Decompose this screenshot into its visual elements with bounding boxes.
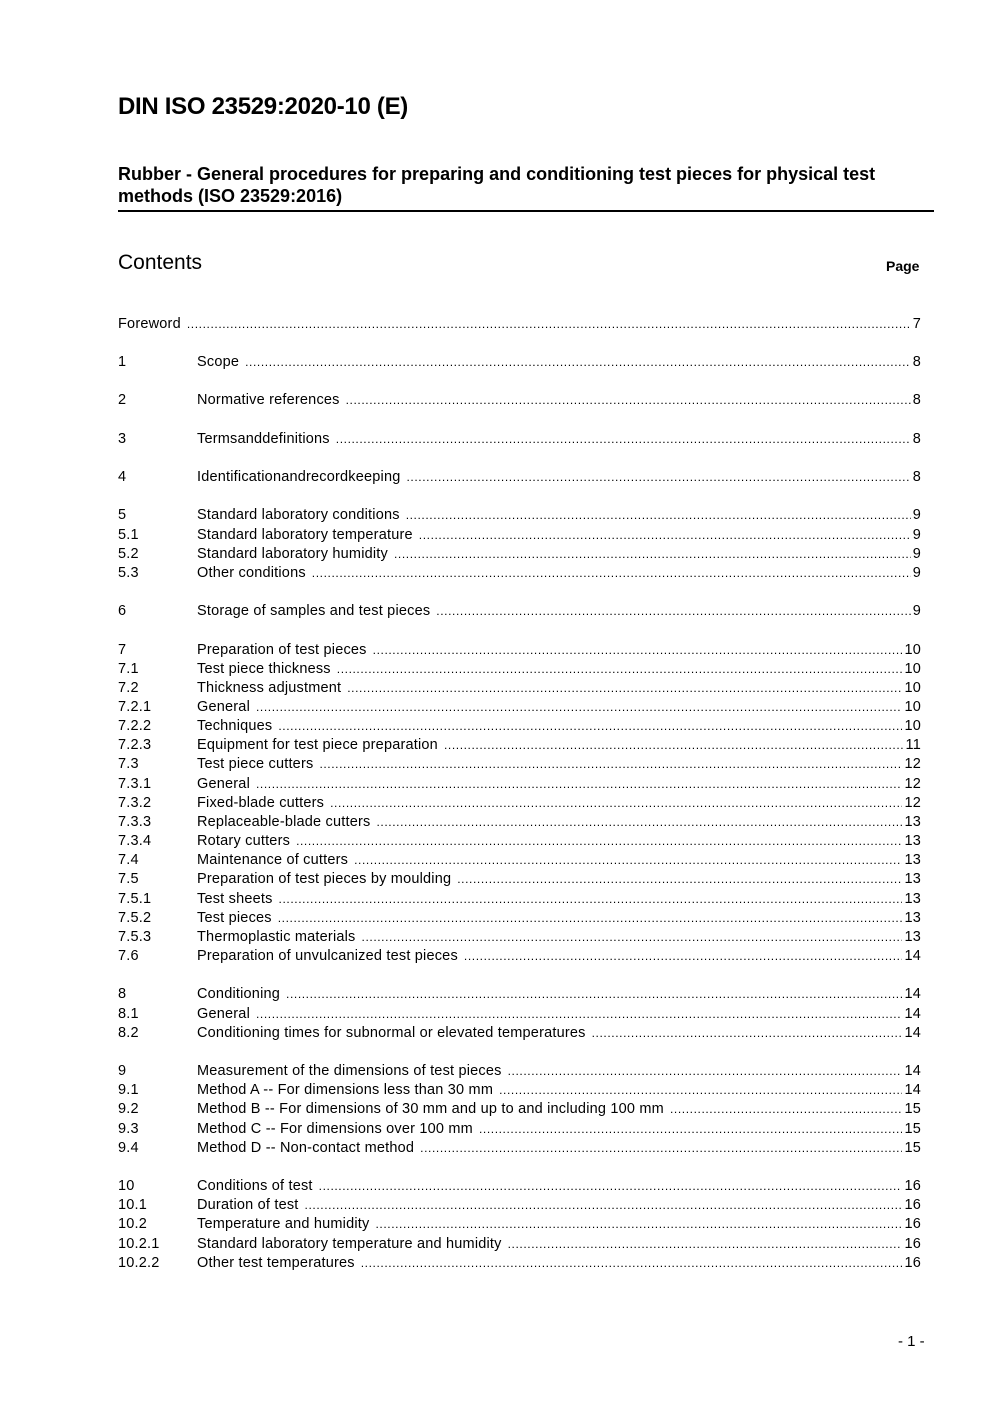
toc-entry-title: Method B -- For dimensions of 30 mm and up to and including 100 mm — [197, 1101, 664, 1117]
toc-entry-title: Standard laboratory temperature — [197, 527, 413, 543]
toc-entry-number: 2 — [118, 392, 127, 408]
toc-entry[interactable] — [118, 603, 921, 622]
toc-entry-page: 13 — [904, 910, 921, 926]
toc-dot-leader — [279, 892, 903, 906]
toc-entry[interactable] — [118, 680, 921, 699]
toc-entry-number: 7.3.1 — [118, 776, 152, 792]
toc-entry[interactable] — [118, 871, 921, 890]
toc-entry-title: Test piece thickness — [197, 661, 331, 677]
toc-entry[interactable] — [118, 354, 921, 373]
toc-dot-leader — [499, 1083, 902, 1097]
toc-dot-leader — [286, 987, 902, 1001]
toc-dot-leader — [376, 815, 902, 829]
toc-entry[interactable] — [118, 1063, 921, 1082]
toc-dot-leader — [256, 1007, 902, 1021]
toc-entry-title: General — [197, 1006, 250, 1022]
toc-entry-number: 5 — [118, 507, 127, 523]
toc-entry-title: Method A -- For dimensions less than 30 mm — [197, 1082, 494, 1098]
toc-dot-leader — [420, 1141, 902, 1155]
toc-entry-page: 16 — [904, 1216, 921, 1232]
toc-entry[interactable] — [118, 316, 921, 335]
toc-entry[interactable] — [118, 1101, 921, 1120]
toc-entry-number: 8.1 — [118, 1006, 139, 1022]
toc-entry-number: 7.3.4 — [118, 833, 152, 849]
toc-entry-title: General — [197, 699, 250, 715]
toc-entry-number: 9.2 — [118, 1101, 139, 1117]
toc-entry-number: 7.3.3 — [118, 814, 152, 830]
toc-entry-number: 7.2.3 — [118, 737, 152, 753]
toc-dot-leader — [346, 393, 911, 407]
toc-entry[interactable] — [118, 1121, 921, 1140]
toc-entry-page: 12 — [904, 776, 921, 792]
toc-entry-page: 12 — [904, 795, 921, 811]
toc-dot-leader — [312, 566, 911, 580]
toc-entry-number: 8.2 — [118, 1025, 139, 1041]
toc-entry-number: 7 — [118, 642, 127, 658]
toc-dot-leader — [319, 1179, 903, 1193]
contents-heading: Contents — [118, 251, 203, 274]
toc-entry-title: Foreword — [118, 316, 181, 332]
toc-entry-title: Preparation of test pieces — [197, 642, 367, 658]
toc-entry[interactable] — [118, 910, 921, 929]
toc-entry-number: 1 — [118, 354, 127, 370]
toc-dot-leader — [479, 1122, 903, 1136]
toc-entry[interactable] — [118, 776, 921, 795]
page-number: - 1 - — [898, 1333, 925, 1350]
toc-entry-number: 7.2.1 — [118, 699, 152, 715]
toc-entry[interactable] — [118, 546, 921, 565]
toc-entry-title: Test sheets — [197, 891, 273, 907]
toc-dot-leader — [373, 643, 903, 657]
toc-entry-title: Measurement of the dimensions of test pieces — [197, 1063, 502, 1079]
toc-dot-leader — [406, 508, 911, 522]
toc-entry-page: 13 — [904, 929, 921, 945]
toc-entry[interactable] — [118, 1255, 921, 1274]
toc-entry-title: Standard laboratory conditions — [197, 507, 400, 523]
toc-entry-page: 10 — [904, 718, 921, 734]
toc-entry[interactable] — [118, 699, 921, 718]
toc-entry[interactable] — [118, 431, 921, 450]
toc-entry-title: General — [197, 776, 250, 792]
toc-entry-number: 3 — [118, 431, 127, 447]
toc-entry-page: 15 — [904, 1140, 921, 1156]
toc-entry-page: 13 — [904, 871, 921, 887]
toc-entry[interactable] — [118, 661, 921, 680]
toc-entry[interactable] — [118, 1197, 921, 1216]
title-divider — [118, 210, 934, 212]
toc-entry-page: 13 — [904, 814, 921, 830]
toc-entry[interactable] — [118, 814, 921, 833]
toc-entry[interactable] — [118, 795, 921, 814]
toc-entry[interactable] — [118, 833, 921, 852]
toc-entry-page: 16 — [904, 1255, 921, 1271]
toc-dot-leader — [278, 719, 902, 733]
toc-entry-number: 10.2 — [118, 1216, 148, 1232]
toc-entry-page: 14 — [904, 1006, 921, 1022]
toc-entry[interactable] — [118, 891, 921, 910]
toc-entry-page: 9 — [912, 546, 921, 562]
toc-entry-title: Preparation of unvulcanized test pieces — [197, 948, 458, 964]
toc-dot-leader — [375, 1217, 902, 1231]
toc-entry[interactable] — [118, 737, 921, 756]
toc-entry-page: 14 — [904, 1082, 921, 1098]
toc-entry-number: 7.3 — [118, 756, 139, 772]
document-title: Rubber - General procedures for preparing and conditioning test pieces for physical test methods (ISO 23529:2016) — [118, 164, 876, 206]
toc-entry-page: 13 — [904, 833, 921, 849]
toc-entry-number: 10.2.2 — [118, 1255, 160, 1271]
toc-entry-number: 7.2 — [118, 680, 139, 696]
toc-entry-title: Conditioning — [197, 986, 281, 1002]
toc-entry[interactable] — [118, 469, 921, 488]
toc-dot-leader — [347, 681, 902, 695]
toc-entry-page: 16 — [904, 1197, 921, 1213]
toc-entry-number: 4 — [118, 469, 127, 485]
toc-dot-leader — [330, 796, 902, 810]
toc-entry-page: 13 — [904, 891, 921, 907]
toc-entry-page: 9 — [912, 565, 921, 581]
toc-dot-leader — [354, 853, 902, 867]
toc-entry-page: 8 — [912, 392, 921, 408]
toc-entry-title: Storage of samples and test pieces — [197, 603, 431, 619]
toc-entry-title: Test pieces — [197, 910, 272, 926]
toc-entry-title: Maintenance of cutters — [197, 852, 349, 868]
toc-entry-title: Duration of test — [197, 1197, 299, 1213]
toc-entry-title: Method D -- Non-contact method — [197, 1140, 415, 1156]
toc-entry-title: Techniques — [197, 718, 273, 734]
toc-entry-title: Equipment for test piece preparation — [197, 737, 438, 753]
toc-dot-leader — [444, 738, 904, 752]
toc-entry-page: 11 — [905, 737, 921, 753]
toc-entry-page: 12 — [904, 756, 921, 772]
toc-dot-leader — [256, 700, 902, 714]
toc-entry[interactable] — [118, 1236, 921, 1255]
toc-entry-title: Conditioning times for subnormal or elevated temperatures — [197, 1025, 586, 1041]
toc-entry[interactable] — [118, 1178, 921, 1197]
toc-entry[interactable] — [118, 1140, 921, 1159]
toc-entry-page: 14 — [904, 1025, 921, 1041]
toc-entry-number: 5.1 — [118, 527, 139, 543]
toc-dot-leader — [670, 1102, 903, 1116]
toc-entry-number: 9 — [118, 1063, 127, 1079]
toc-entry-number: 7.5.1 — [118, 891, 152, 907]
toc-entry-title: Replaceable-blade cutters — [197, 814, 371, 830]
toc-entry[interactable] — [118, 948, 921, 967]
toc-entry-page: 13 — [904, 852, 921, 868]
toc-entry-number: 7.5 — [118, 871, 139, 887]
toc-entry[interactable] — [118, 392, 921, 411]
toc-entry-page: 9 — [912, 603, 921, 619]
toc-entry[interactable] — [118, 1082, 921, 1101]
toc-entry-number: 7.3.2 — [118, 795, 152, 811]
toc-entry[interactable] — [118, 718, 921, 737]
toc-dot-leader — [457, 872, 902, 886]
toc-entry-page: 14 — [904, 948, 921, 964]
toc-entry[interactable] — [118, 756, 921, 775]
toc-entry-page: 10 — [904, 661, 921, 677]
toc-entry-title: Rotary cutters — [197, 833, 291, 849]
toc-entry-title: Identificationandrecordkeeping — [197, 469, 401, 485]
toc-entry-number: 9.4 — [118, 1140, 139, 1156]
toc-entry-number: 5.3 — [118, 565, 139, 581]
toc-entry-number: 8 — [118, 986, 127, 1002]
toc-dot-leader — [278, 911, 903, 925]
toc-entry-title: Other conditions — [197, 565, 306, 581]
toc-dot-leader — [362, 930, 903, 944]
toc-entry-page: 9 — [912, 507, 921, 523]
toc-entry[interactable] — [118, 986, 921, 1005]
toc-entry-page: 15 — [904, 1121, 921, 1137]
toc-entry-title: Normative references — [197, 392, 340, 408]
toc-entry-number: 7.5.3 — [118, 929, 152, 945]
toc-entry-number: 9.3 — [118, 1121, 139, 1137]
toc-entry[interactable] — [118, 642, 921, 661]
toc-entry-title: Method C -- For dimensions over 100 mm — [197, 1121, 473, 1137]
toc-entry[interactable] — [118, 1216, 921, 1235]
toc-entry-number: 10 — [118, 1178, 135, 1194]
document-id: DIN ISO 23529:2020-10 (E) — [118, 93, 408, 120]
toc-entry-title: Standard laboratory humidity — [197, 546, 388, 562]
toc-entry-page: 7 — [912, 316, 921, 332]
toc-dot-leader — [245, 355, 911, 369]
toc-entry-page: 8 — [912, 431, 921, 447]
toc-dot-leader — [464, 949, 903, 963]
toc-dot-leader — [337, 662, 903, 676]
toc-dot-leader — [419, 528, 911, 542]
toc-entry-title: Fixed-blade cutters — [197, 795, 325, 811]
toc-dot-leader — [336, 432, 911, 446]
toc-dot-leader — [187, 317, 911, 331]
toc-entry-number: 7.1 — [118, 661, 139, 677]
toc-entry-title: Thermoplastic materials — [197, 929, 356, 945]
toc-entry[interactable] — [118, 1025, 921, 1044]
toc-entry-page: 14 — [904, 1063, 921, 1079]
toc-dot-leader — [407, 470, 911, 484]
toc-entry-title: Temperature and humidity — [197, 1216, 370, 1232]
toc-entry-number: 10.2.1 — [118, 1236, 160, 1252]
page-column-heading: Page — [886, 258, 920, 274]
toc-entry-page: 9 — [912, 527, 921, 543]
toc-entry-page: 10 — [904, 642, 921, 658]
toc-entry-page: 8 — [912, 354, 921, 370]
toc-dot-leader — [296, 834, 902, 848]
toc-dot-leader — [508, 1064, 903, 1078]
toc-entry-page: 10 — [904, 699, 921, 715]
toc-entry-title: Standard laboratory temperature and humidity — [197, 1236, 502, 1252]
toc-entry-title: Preparation of test pieces by moulding — [197, 871, 452, 887]
toc-entry[interactable] — [118, 929, 921, 948]
toc-entry-number: 7.2.2 — [118, 718, 152, 734]
toc-entry[interactable] — [118, 527, 921, 546]
toc-entry-page: 10 — [904, 680, 921, 696]
toc-dot-leader — [508, 1237, 903, 1251]
toc-entry-page: 8 — [912, 469, 921, 485]
toc-dot-leader — [436, 604, 910, 618]
toc-entry-number: 10.1 — [118, 1197, 148, 1213]
toc-dot-leader — [319, 757, 902, 771]
toc-entry-page: 16 — [904, 1178, 921, 1194]
toc-entry-title: Termsanddefinitions — [197, 431, 330, 447]
toc-dot-leader — [394, 547, 911, 561]
toc-dot-leader — [592, 1026, 903, 1040]
toc-entry[interactable] — [118, 507, 921, 526]
toc-entry-page: 16 — [904, 1236, 921, 1252]
toc-entry[interactable] — [118, 1006, 921, 1025]
toc-entry-page: 14 — [904, 986, 921, 1002]
toc-entry-title: Other test temperatures — [197, 1255, 355, 1271]
toc-entry-number: 6 — [118, 603, 127, 619]
toc-entry[interactable] — [118, 852, 921, 871]
toc-entry-page: 15 — [904, 1101, 921, 1117]
toc-entry-title: Conditions of test — [197, 1178, 313, 1194]
toc-entry-number: 5.2 — [118, 546, 139, 562]
toc-entry-title: Thickness adjustment — [197, 680, 342, 696]
toc-entry[interactable] — [118, 565, 921, 584]
toc-dot-leader — [256, 777, 902, 791]
toc-entry-number: 9.1 — [118, 1082, 139, 1098]
toc-entry-title: Scope — [197, 354, 240, 370]
toc-entry-number: 7.4 — [118, 852, 139, 868]
toc-dot-leader — [361, 1256, 903, 1270]
toc-entry-number: 7.6 — [118, 948, 139, 964]
toc-dot-leader — [305, 1198, 903, 1212]
toc-entry-number: 7.5.2 — [118, 910, 152, 926]
toc-entry-title: Test piece cutters — [197, 756, 314, 772]
